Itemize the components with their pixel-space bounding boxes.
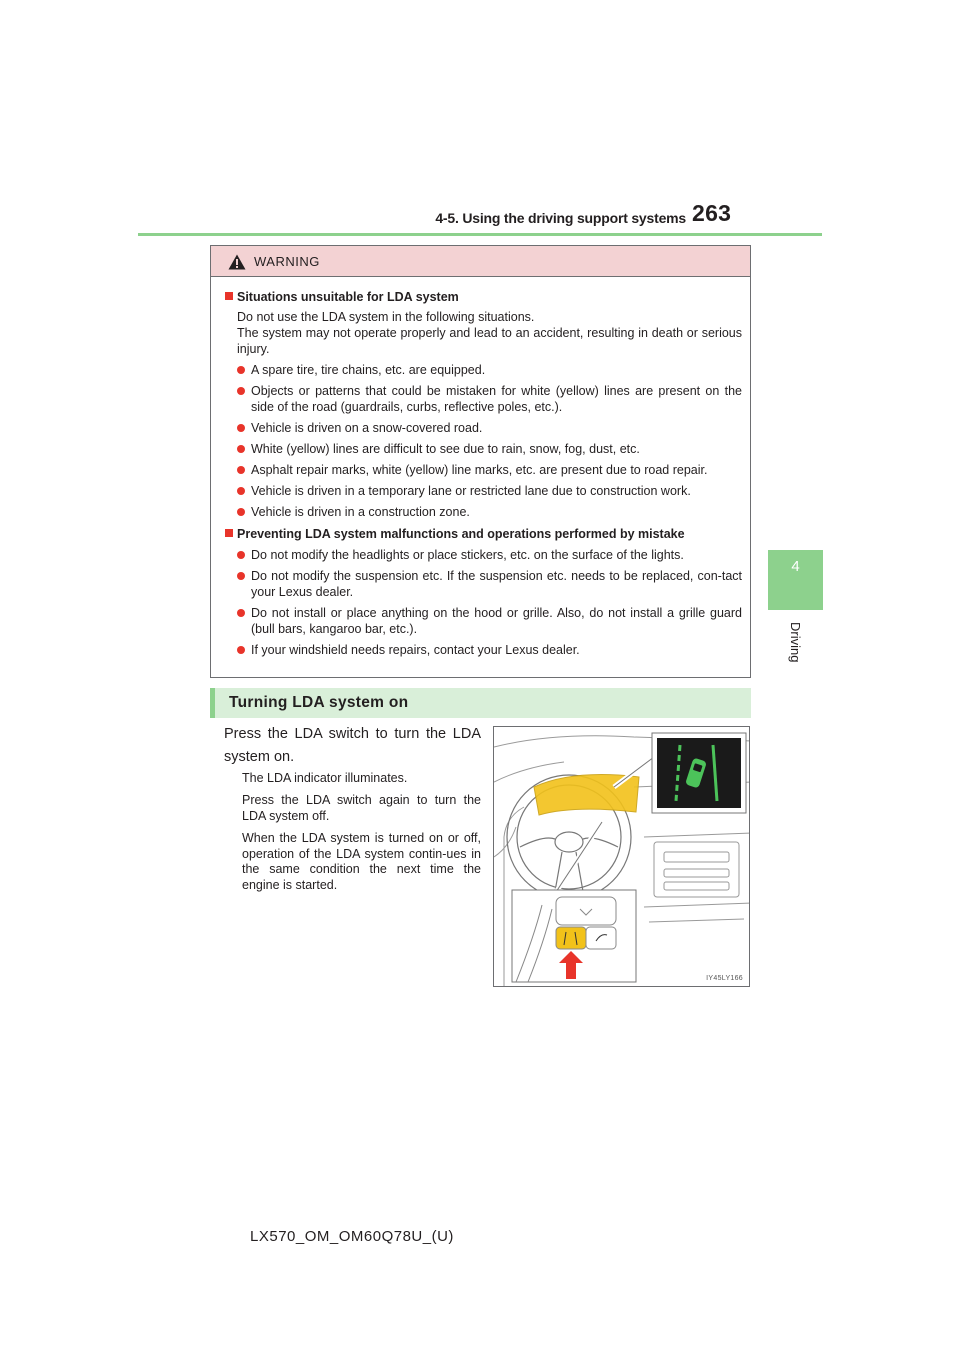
bullet-dot-icon bbox=[237, 551, 245, 559]
dashboard-drawing bbox=[494, 727, 750, 987]
chapter-tab[interactable] bbox=[768, 550, 823, 610]
warning-bullet: White (yellow) lines are difficult to see due to rain, snow, fog, dust, etc. bbox=[225, 441, 742, 457]
warning-bullet: Objects or patterns that could be mistaken for white (yellow) lines are present on the side of the road (guardrails, curbs, reflective poles, etc.). bbox=[225, 383, 742, 415]
bullet-dot-icon bbox=[237, 424, 245, 432]
note-text: The LDA indicator illuminates. bbox=[242, 771, 408, 785]
bullet-dot-icon bbox=[237, 366, 245, 374]
bullet-dot-icon bbox=[237, 466, 245, 474]
warning-bullet: If your windshield needs repairs, contact your Lexus dealer. bbox=[225, 642, 742, 658]
chapter-label bbox=[789, 622, 805, 682]
illustration-code: IY45LY166 bbox=[706, 975, 743, 982]
bullet-dot-icon bbox=[237, 387, 245, 395]
warning-bullet: Vehicle is driven in a construction zone. bbox=[225, 504, 742, 520]
warning-body bbox=[211, 277, 750, 658]
section-title: 4-5. Using the driving support systems bbox=[435, 210, 686, 226]
square-bullet-icon bbox=[225, 529, 233, 537]
section-heading: Turning LDA system on bbox=[229, 694, 409, 711]
note-text: When the LDA system is turned on or off, operation of the LDA system contin-ues in the same condition the next time the engine is started. bbox=[242, 831, 481, 892]
bullet-dot-icon bbox=[237, 609, 245, 617]
lda-switch-illustration bbox=[493, 726, 750, 987]
bullet-dot-icon bbox=[237, 487, 245, 495]
note-text: Press the LDA switch again to turn the LDA system off. bbox=[242, 793, 481, 823]
bullet-dot-icon bbox=[237, 508, 245, 516]
chapter-label-text: Driving bbox=[788, 622, 803, 663]
bullet-dot-icon bbox=[237, 572, 245, 580]
chapter-number: 4 bbox=[791, 558, 800, 575]
bullet-dot-icon bbox=[237, 445, 245, 453]
warning-bullet: Do not modify the headlights or place stickers, etc. on the surface of the lights. bbox=[225, 547, 742, 563]
warning-box bbox=[210, 245, 751, 678]
header-divider bbox=[138, 233, 822, 236]
page-header bbox=[0, 0, 960, 240]
section-heading-bar bbox=[210, 688, 751, 718]
warning-intro-line: The system may not operate properly and lead to an accident, resulting in death or serious injury. bbox=[237, 326, 742, 356]
warning-title: WARNING bbox=[254, 254, 320, 269]
warning-bullet: Vehicle is driven on a snow-covered road. bbox=[225, 420, 742, 436]
warning-bullet: Do not modify the suspension etc. If the suspension etc. needs to be replaced, con-tact your Lexus dealer. bbox=[225, 568, 742, 600]
document-code: LX570_OM_OM60Q78U_(U) bbox=[250, 1228, 454, 1245]
bullet-dot-icon bbox=[237, 646, 245, 654]
warning-header bbox=[211, 246, 750, 277]
warning-bullet: A spare tire, tire chains, etc. are equipped. bbox=[225, 362, 742, 378]
warning-bullet: Vehicle is driven in a temporary lane or restricted lane due to construction work. bbox=[225, 483, 742, 499]
warning-bullet: Do not install or place anything on the hood or grille. Also, do not install a grille guard (bull bars, kangaroo bar, etc.). bbox=[225, 605, 742, 637]
instruction-text: Press the LDA switch to turn the LDA system on. bbox=[224, 726, 481, 765]
square-bullet-icon bbox=[225, 292, 233, 300]
page-number: 263 bbox=[692, 200, 732, 226]
warning-intro-line: Do not use the LDA system in the following situations. bbox=[237, 310, 535, 324]
warning-group-heading: Preventing LDA system malfunctions and operations performed by mistake bbox=[225, 526, 742, 542]
warning-triangle-icon bbox=[228, 254, 246, 270]
warning-group-heading: Situations unsuitable for LDA system bbox=[225, 289, 742, 305]
warning-bullet: Asphalt repair marks, white (yellow) line marks, etc. are present due to road repair. bbox=[225, 462, 742, 478]
